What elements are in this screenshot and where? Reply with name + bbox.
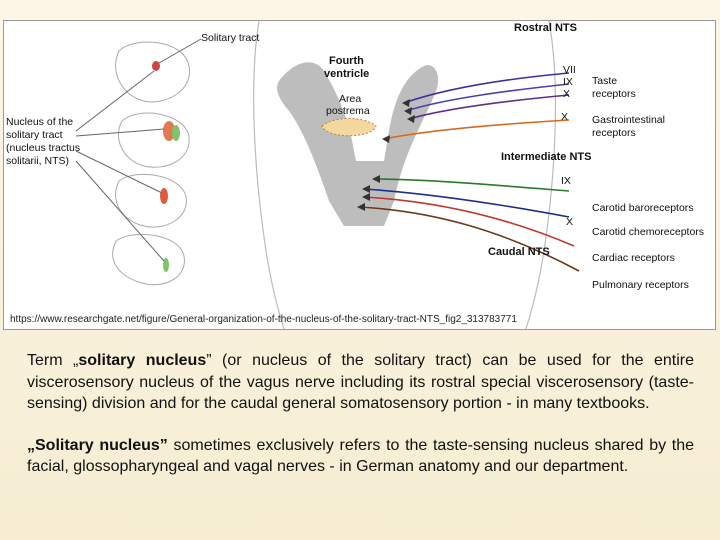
label-ix-1: IX <box>563 76 573 88</box>
p1-pre: Term „ <box>27 352 79 369</box>
label-fourth-ventricle: Fourth <box>329 55 364 67</box>
label-nts-2: solitary tract <box>6 129 63 141</box>
label-carotid-baro: Carotid baroreceptors <box>592 202 694 214</box>
label-solitary-tract: Solitary tract <box>201 32 260 44</box>
p2-post: sometimes exclusively refers to the taste-sensing nucleus shared by the facial, glossopharyngeal and vagal nerves - in German anatomy and our department. <box>27 436 694 475</box>
body-text <box>27 350 694 498</box>
nts-figure <box>3 20 716 330</box>
nts-diagram <box>4 21 715 329</box>
source-url: https://www.researchgate.net/figure/General-organization-of-the-nucleus-of-the-solitary-tract-NTS_fig2_313783771 <box>10 314 517 325</box>
label-nts-3: (nucleus tractus <box>6 142 81 154</box>
label-rostral-nts: Rostral NTS <box>514 22 577 34</box>
p1-post: ” (or nucleus of the solitary tract) can be used for the entire viscerosensory nucleus of the vagus nerve including its rostral special viscerosensory (taste-sensing) division and for the caudal general somatosensory portion - in many textbooks. <box>27 352 695 412</box>
label-cardiac: Cardiac receptors <box>592 252 675 264</box>
label-vii: VII <box>563 64 576 76</box>
label-x-3: X <box>566 216 574 228</box>
paragraph-2 <box>27 435 694 478</box>
label-intermediate-nts: Intermediate NTS <box>501 151 592 163</box>
label-gi: Gastrointestinal <box>592 114 665 126</box>
label-gi-2: receptors <box>592 127 636 139</box>
label-taste: Taste <box>592 75 618 87</box>
label-x-1: X <box>563 88 571 100</box>
label-taste-2: receptors <box>592 88 636 100</box>
label-carotid-chemo: Carotid chemoreceptors <box>592 226 705 238</box>
label-nts: Nucleus of the <box>6 116 74 128</box>
label-area-postrema: Area <box>339 93 362 105</box>
label-ix-2: IX <box>561 175 571 187</box>
label-caudal-nts: Caudal NTS <box>488 246 550 258</box>
paragraph-1 <box>27 350 694 415</box>
label-pulmonary: Pulmonary receptors <box>592 279 689 291</box>
label-nts-4: solitarii, NTS) <box>6 155 70 167</box>
cross-section-sketches <box>113 42 190 285</box>
label-fourth-ventricle-2: ventricle <box>324 68 370 80</box>
p1-bold: solitary nucleus <box>78 352 207 369</box>
label-area-postrema-2: postrema <box>326 105 370 117</box>
p2-bold: „Solitary nucleus” <box>27 436 168 454</box>
label-x-2: X <box>561 111 569 123</box>
